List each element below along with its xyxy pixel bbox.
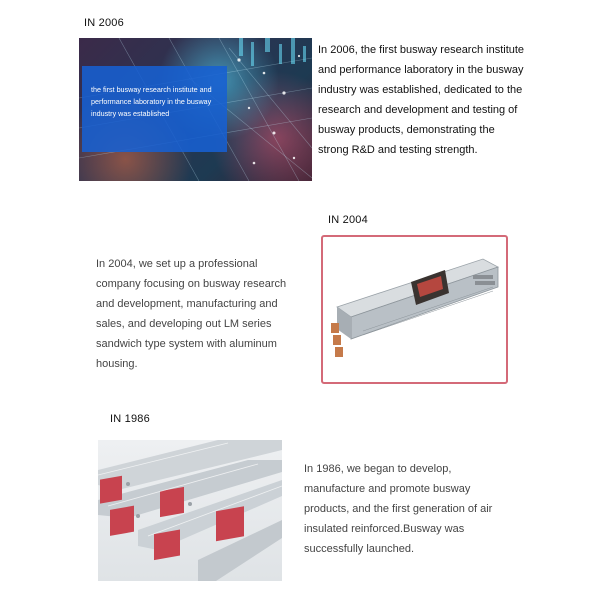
busway-product-image: [321, 235, 508, 384]
busway-graphic: [323, 237, 506, 382]
paragraph-1986: In 1986, we began to develop, manufacture and promote busway products, and the first generation of air insulated reinforced.Busway was successfully launched.: [304, 463, 493, 555]
year-2006-label: IN 2006: [84, 17, 124, 29]
paragraph-2006: In 2006, the first busway research institute and performance laboratory in the busway industry was established, dedicated to the research and development and testing of busway products, demonstrating the strong R&D and testing strength.: [318, 44, 525, 156]
busbars-graphic: [98, 440, 282, 581]
research-lab-image: [79, 38, 312, 181]
paragraph-2004: In 2004, we set up a professional company focusing on busway research and development, manufacturing and sales, and developing out LM series sandwich type system with aluminum housing.: [96, 258, 287, 370]
image-caption: the first busway research institute and performance laboratory in the busway industry was established: [91, 85, 212, 118]
year-1986-label: IN 1986: [110, 413, 150, 425]
busbar-stack-image: [98, 440, 282, 581]
year-2004-label: IN 2004: [328, 214, 368, 226]
